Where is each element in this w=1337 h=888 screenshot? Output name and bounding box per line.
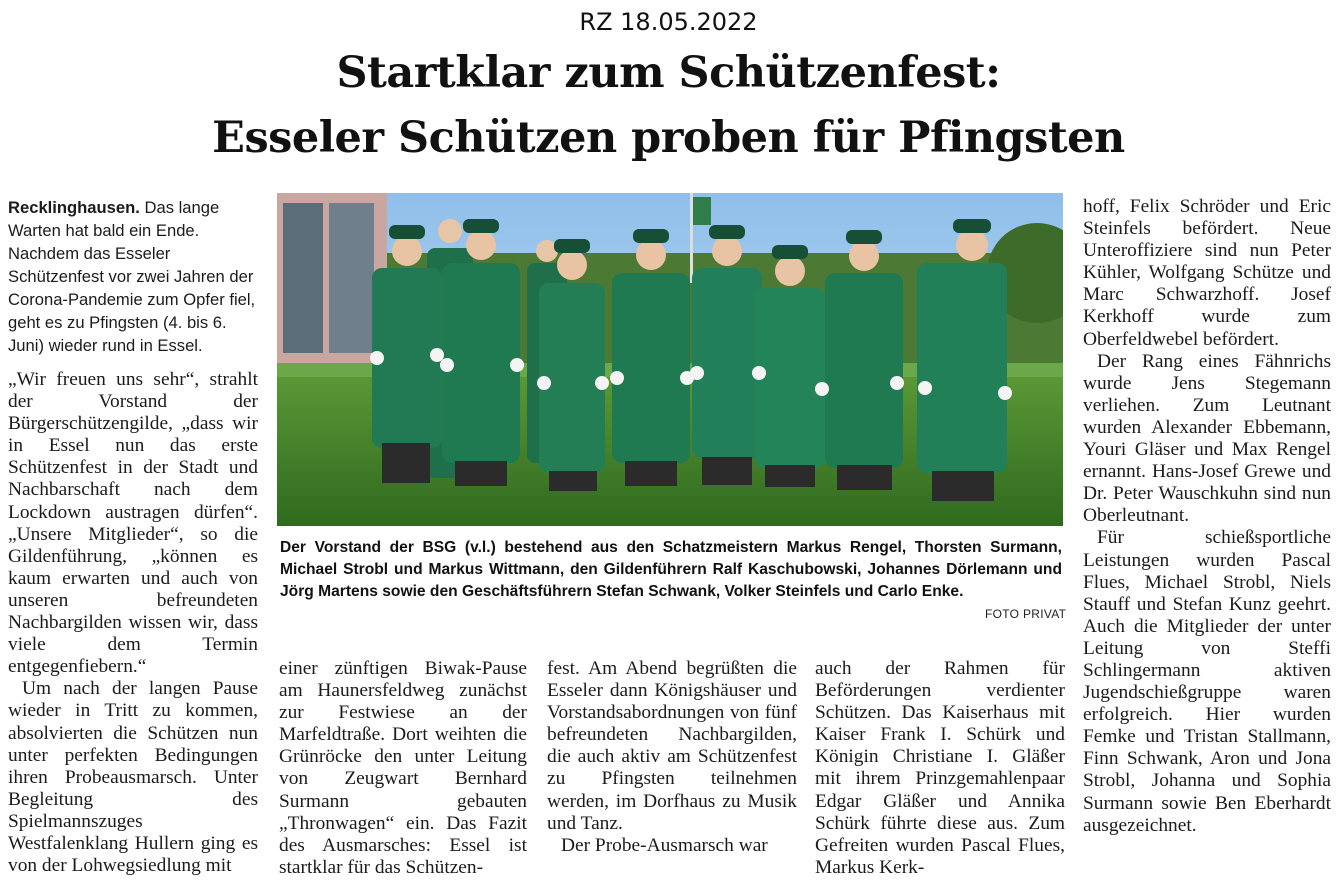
body-paragraph: fest. Am Abend begrüßten die Esseler dann Königshäuser und Vorstandsabordnungen von fünf befreundeten Nachbargilden, die auch aktiv am Schützenfest zu Pfingsten teilnehmen werden, im Dorfhaus zu Musik und Tanz.: [547, 658, 797, 834]
body-paragraph: einer zünftigen Biwak-Pause am Haunersfeldweg zunächst zur Festwiese an der Marfeldtraße. Dort weihten die Grünröcke den unter Leitung von Zeugwart Bernhard Surmann gebauten „Thronwagen“ ein. Das Fazit des Ausmarsches: Essel ist startklar für das Schützen-: [279, 658, 527, 878]
article-column-4: [815, 658, 1065, 879]
dateline: RZ 18.05.2022: [579, 8, 758, 36]
intro-text: Das lange Warten hat bald ein Ende. Nachdem das Esseler Schützenfest vor zwei Jahren der Corona-Pandemie zum Opfer fiel, geht es zu Pfingsten (4. bis 6. Juni) wieder rund in Essel.: [8, 198, 256, 355]
body-paragraph: Der Probe-Ausmarsch war: [561, 834, 768, 856]
headline-line-2: Esseler Schützen proben für Pfingsten: [212, 113, 1125, 163]
article-column-3: [547, 658, 797, 857]
headline-line-1: Startklar zum Schützenfest:: [336, 48, 1001, 98]
intro-paragraph: [8, 196, 258, 357]
article-column-1: [8, 196, 258, 877]
intro-place: Recklinghausen.: [8, 198, 140, 217]
body-paragraph: Für schießsportliche Leistungen wurden Pascal Flues, Michael Strobl, Niels Stauff und Stefan Kunz geehrt. Auch die Mitglieder der unter Leitung von Steffi Schlingermann aktiven Jugendschießgruppe waren erfolgreich. Hier wurden Femke und Tristan Stallmann, Finn Schwank, Aron und Jona Strobl, Johanna und Sophia Surmann sowie Ben Eberhardt ausgezeichnet.: [1083, 527, 1331, 836]
body-paragraph: hoff, Felix Schröder und Eric Steinfels befördert. Neue Unteroffiziere sind nun Peter Kühler, Wolfgang Schütze und Marc Schwarzhoff. Josef Kerkhoff wurde zum Oberfeldwebel befördert.: [1083, 196, 1331, 350]
uniformed-men-group: [277, 193, 1063, 526]
article-column-5: [1083, 196, 1331, 837]
article-photo: [277, 193, 1063, 526]
photo-credit: FOTO PRIVAT: [985, 607, 1067, 621]
body-paragraph: Um nach der langen Pause wieder in Tritt zu kommen, absolvierten die Schützen nun unter perfekten Bedingungen ihren Probeausmarsch. Unter Begleitung des Spielmannszuges Westfalenklang Hullern ging es von der Lohwegsiedlung mit: [8, 678, 258, 877]
article-column-2: [279, 658, 527, 879]
body-paragraph: Der Rang eines Fähnrichs wurde Jens Stegemann verliehen. Zum Leutnant wurden Alexander Ebbemann, Youri Gläser und Max Rengel ernannt. Hans-Josef Grewe und Dr. Peter Wauschkuhn sind nun Oberleutnant.: [1083, 350, 1331, 527]
body-paragraph: auch der Rahmen für Beförderungen verdienter Schützen. Das Kaiserhaus mit Kaiser Frank I. Schürk und Königin Christiane I. Gläßer mit ihrem Prinzgemahlenpaar Edgar Gläßer und Annika Schürk führte diese aus. Zum Gefreiten wurden Pascal Flues, Markus Kerk-: [815, 658, 1065, 878]
photo-caption: Der Vorstand der BSG (v.l.) bestehend aus den Schatzmeistern Markus Rengel, Thorsten Surmann, Michael Strobl und Markus Wittmann, den Gildenführern Ralf Kaschubowski, Johannes Dörlemann und Jörg Martens sowie den Geschäftsführern Stefan Schwank, Volker Steinfels und Carlo Enke.: [280, 539, 1062, 600]
body-paragraph: „Wir freuen uns sehr“, strahlt der Vorstand der Bürgerschützengilde, „dass wir in Essel nun das erste Schützenfest in der Stadt und Nachbarschaft nach dem Lockdown austragen dürfen“. „Unsere Mitglieder“, so die Gildenführung, „können es kaum erwarten und auch von unseren befreundeten Nachbargilden wissen wir, dass viele dem Termin entgegenfiebern.“: [8, 369, 258, 678]
